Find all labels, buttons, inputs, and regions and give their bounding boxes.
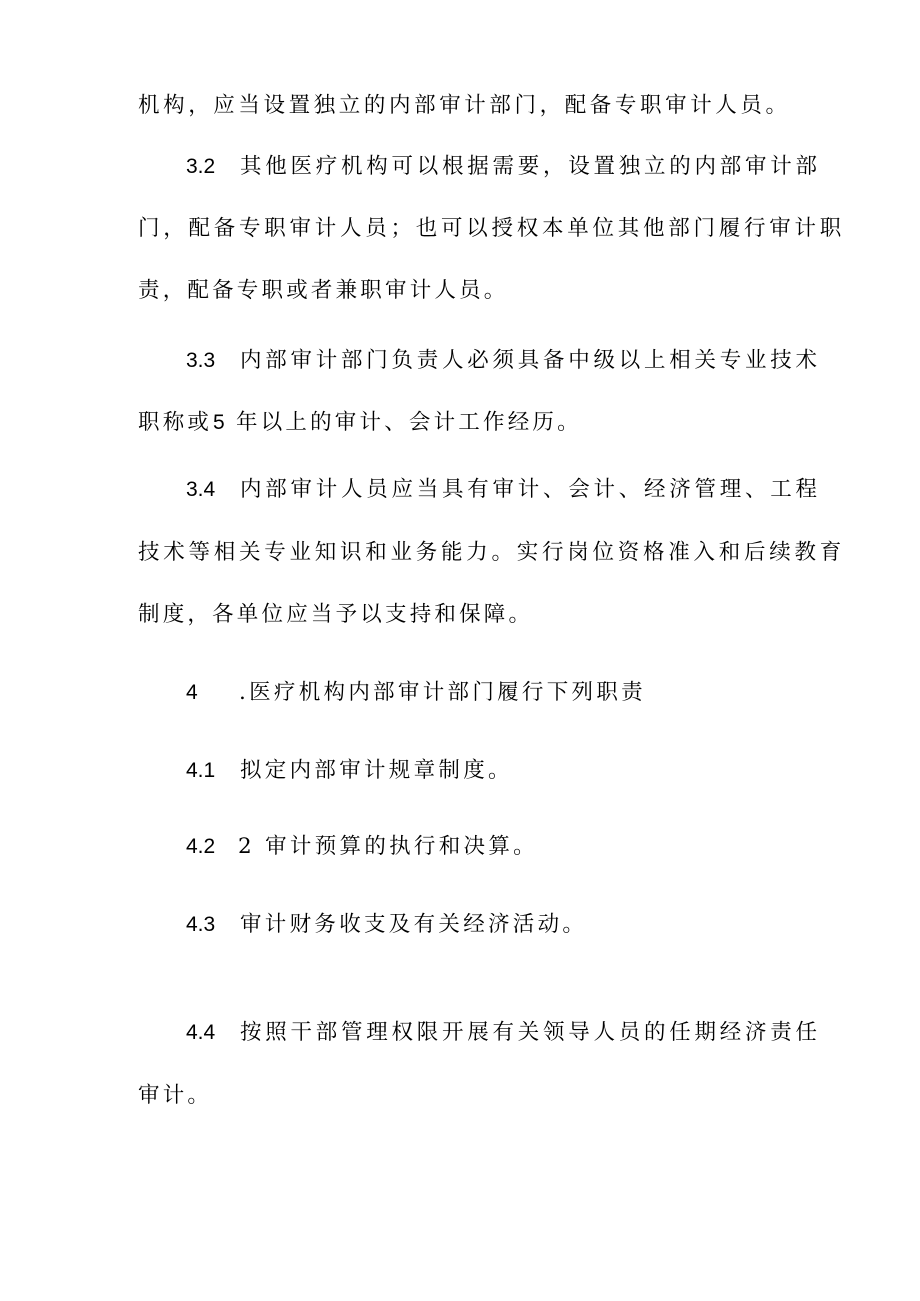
paragraph-line [0, 600, 920, 630]
paragraph-line [0, 214, 920, 244]
section-4-3-line [0, 910, 920, 940]
paragraph-text: 机构，应当设置独立的内部审计部门，配备专职审计人员。 [138, 93, 791, 118]
section-text: 内部审计部门负责人必须具备中级以上相关专业技术 [240, 348, 821, 373]
section-number: 4.1 [186, 759, 216, 782]
section-text: 拟定内部审计规章制度。 [240, 758, 513, 783]
paragraph-line [0, 538, 920, 568]
section-text: 内部审计人员应当具有审计、会计、经济管理、工程 [240, 477, 821, 502]
paragraph-line [138, 91, 791, 121]
paragraph-text: 年以上的审计、会计工作经历。 [236, 410, 582, 435]
section-4-1-line [0, 756, 920, 786]
section-text: 审计财务收支及有关经济活动。 [240, 912, 588, 937]
section-4-heading [0, 678, 920, 708]
paragraph-text: 审计。 [138, 1083, 213, 1108]
paragraph-line [0, 276, 920, 306]
paragraph-text: 门，配备专职审计人员；也可以授权本单位其他部门履行审计职 [138, 216, 846, 241]
section-number: 4.2 [186, 835, 216, 858]
section-number: 4.3 [186, 913, 216, 936]
paragraph-text: 技术等相关专业知识和业务能力。实行岗位资格准入和后续教育 [138, 540, 846, 565]
paragraph-text: 制度，各单位应当予以支持和保障。 [138, 602, 534, 627]
section-3-3-first-line [0, 346, 920, 376]
paragraph-line [0, 1081, 920, 1111]
section-text: 其他医疗机构可以根据需要，设置独立的内部审计部 [240, 154, 821, 179]
section-3-2-first-line [0, 152, 920, 182]
section-4-2-line [0, 832, 920, 862]
section-4-4-first-line [0, 1018, 920, 1048]
section-text: 2 审计预算的执行和决算。 [238, 834, 538, 859]
section-3-4-first-line [0, 475, 920, 505]
paragraph-text: 责，配备专职或者兼职审计人员。 [138, 278, 509, 303]
section-number: 3.3 [186, 349, 216, 372]
section-number: 3.2 [186, 155, 216, 178]
section-text: 按照干部管理权限开展有关领导人员的任期经济责任 [240, 1020, 821, 1045]
paragraph-line [0, 408, 920, 438]
section-number: 4 [186, 681, 198, 704]
section-number: 4.4 [186, 1021, 216, 1044]
section-number: 3.4 [186, 478, 216, 501]
section-heading-text: .医疗机构内部审计部门履行下列职责 [239, 680, 646, 705]
paragraph-text: 职称或 [138, 410, 213, 435]
number-text: 5 [213, 411, 225, 434]
